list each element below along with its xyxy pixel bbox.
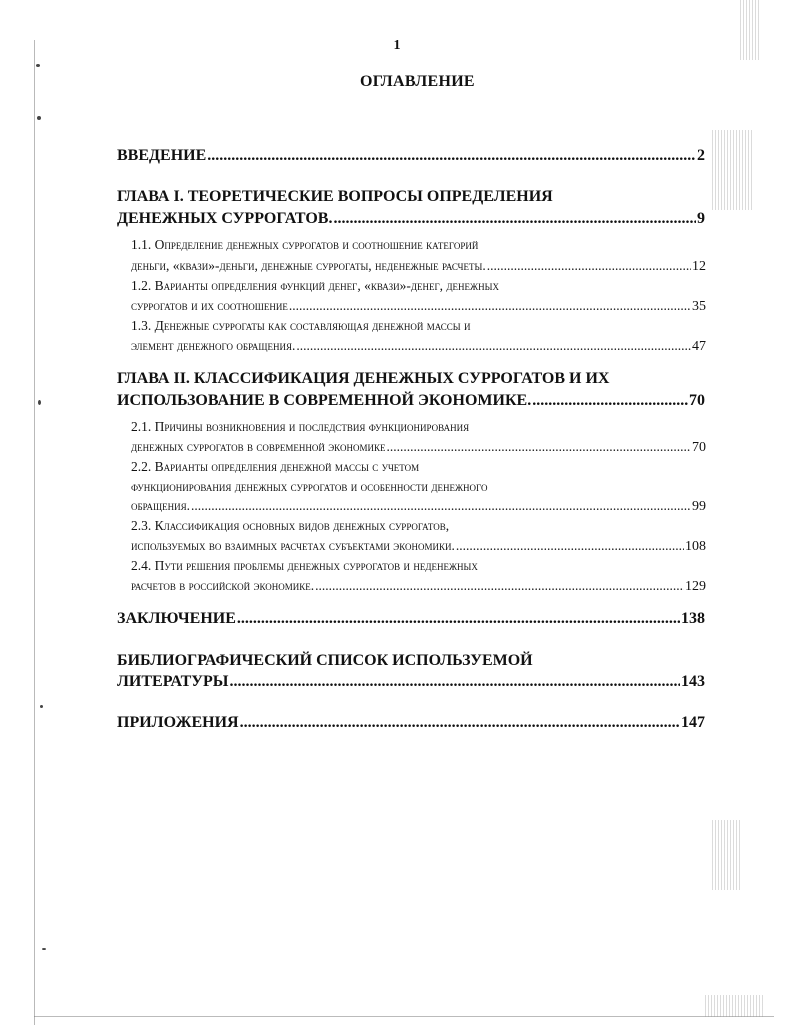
leader-dots [289,298,691,314]
toc-section-2-3-line1[interactable] [131,518,706,534]
leader-dots [229,673,680,691]
toc-entry-label: ИСПОЛЬЗОВАНИЕ В СОВРЕМЕННОЙ ЭКОНОМИКЕ. [117,392,532,409]
toc-entry-label: обращения. [131,498,190,513]
toc-section-2-1-line2[interactable] [131,439,706,456]
toc-page-number: 147 [681,714,705,731]
toc-entry-intro[interactable] [117,147,705,165]
leader-dots [333,210,696,228]
toc-entry-label: используемых во взаимных расчетах субъектами экономики. [131,538,455,553]
scan-edge-left [34,40,35,1025]
toc-chapter-2-line1[interactable] [117,370,705,388]
toc-page-number: 99 [692,499,706,514]
leader-dots [191,498,691,514]
toc-entry-bibliography-line1[interactable] [117,652,705,670]
scan-noise-right [705,995,765,1017]
toc-entry-label: расчетов в российской экономике. [131,578,315,593]
toc-entry-label: ЛИТЕРАТУРЫ [117,673,229,690]
leader-dots [315,578,684,594]
scan-speck [38,400,41,405]
toc-chapter-1-line2[interactable] [117,210,705,228]
scan-edge-bottom [34,1016,774,1017]
toc-section-1-2-line2[interactable] [131,298,706,315]
toc-page-number: 108 [685,539,706,554]
toc-section-1-3-line1[interactable] [131,318,706,334]
toc-page-number: 129 [685,579,706,594]
leader-dots [240,714,680,732]
scan-speck [42,948,46,950]
leader-dots [386,439,691,455]
toc-entry-label: 2.4. Пути решения проблемы денежных суррогатов и неденежных [131,558,478,573]
toc-section-1-2-line1[interactable] [131,278,706,294]
toc-entry-bibliography-line2[interactable] [117,673,705,691]
toc-entry-label: 2.3. Классификация основных видов денежных суррогатов, [131,518,450,533]
leader-dots [207,147,696,165]
toc-section-1-1-line1[interactable] [131,237,706,253]
toc-section-2-2-line2[interactable] [131,479,706,495]
toc-page-number: 9 [697,210,705,227]
leader-dots [296,338,691,354]
scan-speck [37,116,41,120]
toc-section-1-3-line2[interactable] [131,338,706,355]
toc-entry-label: элемент денежного обращения. [131,338,296,353]
toc-page-number: 35 [692,299,706,314]
leader-dots [237,610,680,628]
scan-noise-right [712,130,752,210]
toc-entry-label: 1.1. Определение денежных суррогатов и соотношение категорий [131,237,479,252]
toc-section-2-4-line1[interactable] [131,558,706,574]
toc-section-2-1-line1[interactable] [131,419,706,435]
toc-entry-label: ГЛАВА I. ТЕОРЕТИЧЕСКИЕ ВОПРОСЫ ОПРЕДЕЛЕНИЯ [117,188,553,205]
toc-chapter-2-line2[interactable] [117,392,705,410]
toc-title: ОГЛАВЛЕНИЕ [360,73,475,90]
toc-entry-label: ЗАКЛЮЧЕНИЕ [117,610,236,627]
toc-section-2-4-line2[interactable] [131,578,706,595]
toc-section-2-2-line3[interactable] [131,498,706,515]
toc-entry-label: деньги, «квази»-деньги, денежные суррогаты, неденежные расчеты. [131,258,486,273]
toc-entry-label: функционирования денежных суррогатов и особенности денежного [131,479,488,494]
toc-section-2-3-line2[interactable] [131,538,706,555]
toc-page-number: 143 [681,673,705,690]
toc-page-number: 138 [681,610,705,627]
toc-entry-label: ГЛАВА II. КЛАССИФИКАЦИЯ ДЕНЕЖНЫХ СУРРОГАТОВ И ИХ [117,370,610,387]
toc-entry-label: 1.3. Денежные суррогаты как составляющая денежной массы и [131,318,471,333]
toc-chapter-1-line1[interactable] [117,188,705,206]
toc-entry-appendix[interactable] [117,714,705,732]
toc-entry-label: 2.2. Варианты определения денежной массы с учетом [131,459,420,474]
toc-entry-label: ДЕНЕЖНЫХ СУРРОГАТОВ. [117,210,333,227]
toc-entry-label: БИБЛИОГРАФИЧЕСКИЙ СПИСОК ИСПОЛЬЗУЕМОЙ [117,652,533,669]
scan-speck [36,64,40,67]
toc-page-number: 12 [692,259,706,274]
toc-entry-label: 2.1. Причины возникновения и последствия функционирования [131,419,470,434]
scan-speck [40,705,43,708]
toc-entry-label: 1.2. Варианты определения функций денег, «квази»-денег, денежных [131,278,499,293]
toc-page-number: 70 [689,392,705,409]
toc-entry-label: ВВЕДЕНИЕ [117,147,207,164]
toc-page-number: 70 [692,440,706,455]
toc-entry-conclusion[interactable] [117,610,705,628]
toc-page-number: 2 [697,147,705,164]
leader-dots [487,258,691,274]
toc-entry-label: ПРИЛОЖЕНИЯ [117,714,239,731]
leader-dots [456,538,684,554]
scan-noise-right [712,820,742,890]
leader-dots [532,392,688,410]
toc-section-1-1-line2[interactable] [131,258,706,275]
toc-page-number: 47 [692,339,706,354]
toc-entry-label: денежных суррогатов в современной экономике [131,439,386,454]
toc-section-2-2-line1[interactable] [131,459,706,475]
toc-entry-label: суррогатов и их соотношение [131,298,288,313]
page-number: 1 [393,38,401,53]
